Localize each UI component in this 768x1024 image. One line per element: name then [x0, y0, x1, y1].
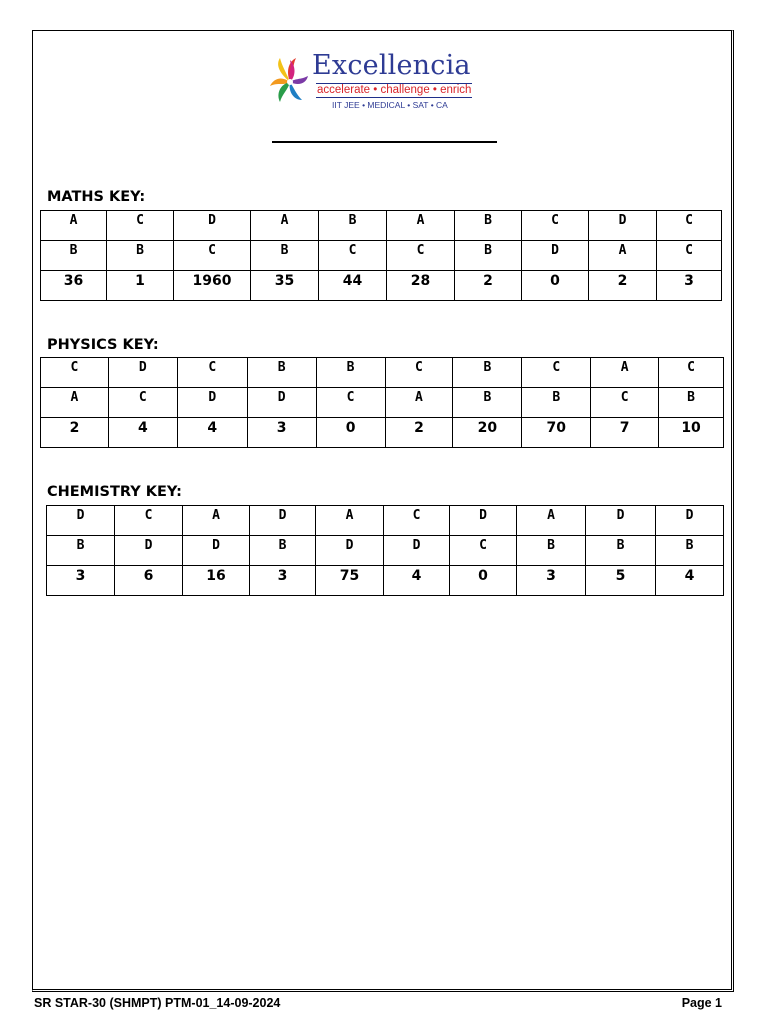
answer-cell: A: [589, 241, 657, 271]
answer-cell: 70: [522, 418, 591, 448]
answer-cell: B: [656, 536, 724, 566]
answer-cell: A: [591, 358, 659, 388]
answer-cell: A: [183, 506, 250, 536]
answer-cell: 2: [455, 271, 522, 301]
answer-cell: 2: [589, 271, 657, 301]
answer-cell: D: [183, 536, 250, 566]
answer-cell: C: [522, 211, 589, 241]
answer-cell: 3: [47, 566, 115, 596]
answer-cell: D: [177, 388, 247, 418]
key-row: [41, 388, 724, 418]
answer-cell: 44: [319, 271, 387, 301]
brand-tagline: accelerate • challenge • enrich: [317, 84, 472, 96]
answer-cell: C: [384, 506, 450, 536]
answer-cell: C: [591, 388, 659, 418]
answer-cell: 0: [522, 271, 589, 301]
answer-cell: C: [387, 241, 455, 271]
answer-cell: D: [47, 506, 115, 536]
key-row: [47, 506, 724, 536]
answer-cell: C: [41, 358, 109, 388]
answer-cell: 2: [41, 418, 109, 448]
answer-cell: 3: [657, 271, 722, 301]
chemistry-key-table: [46, 505, 724, 596]
answer-cell: C: [108, 388, 177, 418]
answer-cell: B: [522, 388, 591, 418]
answer-cell: A: [41, 388, 109, 418]
answer-cell: C: [174, 241, 251, 271]
answer-cell: D: [589, 211, 657, 241]
answer-cell: B: [659, 388, 724, 418]
answer-cell: C: [319, 241, 387, 271]
key-row: [47, 536, 724, 566]
key-row: [41, 358, 724, 388]
answer-cell: 20: [453, 418, 522, 448]
answer-cell: D: [656, 506, 724, 536]
title-rule: [272, 141, 497, 143]
answer-cell: C: [107, 211, 174, 241]
answer-cell: 16: [183, 566, 250, 596]
answer-cell: C: [659, 358, 724, 388]
key-row: [41, 418, 724, 448]
answer-cell: B: [455, 211, 522, 241]
excellencia-logo: [266, 50, 506, 116]
answer-cell: D: [250, 506, 316, 536]
answer-cell: B: [319, 211, 387, 241]
answer-cell: A: [517, 506, 586, 536]
answer-cell: C: [115, 506, 183, 536]
answer-cell: 4: [384, 566, 450, 596]
answer-cell: 3: [517, 566, 586, 596]
key-row: [47, 566, 724, 596]
answer-cell: A: [41, 211, 107, 241]
swirl-logo-icon: [266, 54, 310, 106]
answer-cell: D: [450, 506, 517, 536]
answer-cell: D: [586, 506, 656, 536]
answer-cell: 35: [251, 271, 319, 301]
key-row: [41, 241, 722, 271]
answer-cell: 3: [247, 418, 316, 448]
answer-cell: 3: [250, 566, 316, 596]
answer-cell: B: [455, 241, 522, 271]
answer-cell: B: [453, 388, 522, 418]
answer-cell: B: [107, 241, 174, 271]
physics-key-table: [40, 357, 724, 448]
answer-cell: A: [387, 211, 455, 241]
answer-cell: 0: [450, 566, 517, 596]
answer-cell: 7: [591, 418, 659, 448]
answer-cell: B: [251, 241, 319, 271]
answer-cell: 0: [316, 418, 385, 448]
brand-name: Excellencia: [312, 50, 471, 81]
answer-cell: B: [247, 358, 316, 388]
key-row: [41, 271, 722, 301]
answer-cell: B: [453, 358, 522, 388]
answer-cell: 10: [659, 418, 724, 448]
answer-cell: 4: [108, 418, 177, 448]
answer-cell: B: [47, 536, 115, 566]
answer-cell: D: [247, 388, 316, 418]
answer-cell: D: [522, 241, 589, 271]
answer-cell: C: [316, 388, 385, 418]
answer-cell: 28: [387, 271, 455, 301]
answer-cell: C: [385, 358, 453, 388]
answer-cell: 36: [41, 271, 107, 301]
answer-cell: D: [115, 536, 183, 566]
answer-cell: D: [174, 211, 251, 241]
answer-cell: A: [385, 388, 453, 418]
chemistry-key-title: CHEMISTRY KEY:: [47, 484, 182, 500]
answer-cell: C: [657, 241, 722, 271]
answer-cell: 1960: [174, 271, 251, 301]
physics-key-title: PHYSICS KEY:: [47, 337, 159, 353]
answer-cell: 4: [177, 418, 247, 448]
answer-cell: C: [657, 211, 722, 241]
answer-cell: 2: [385, 418, 453, 448]
answer-cell: B: [250, 536, 316, 566]
answer-cell: C: [177, 358, 247, 388]
answer-cell: B: [316, 358, 385, 388]
answer-cell: B: [586, 536, 656, 566]
answer-cell: C: [450, 536, 517, 566]
maths-key-table: [40, 210, 722, 301]
footer-document-id: SR STAR-30 (SHMPT) PTM-01_14-09-2024: [34, 996, 281, 1010]
answer-cell: B: [517, 536, 586, 566]
answer-cell: A: [251, 211, 319, 241]
answer-cell: 6: [115, 566, 183, 596]
answer-cell: 4: [656, 566, 724, 596]
answer-cell: 1: [107, 271, 174, 301]
answer-cell: C: [522, 358, 591, 388]
maths-key-title: MATHS KEY:: [47, 189, 146, 205]
footer-page-number: Page 1: [681, 996, 722, 1010]
key-row: [41, 211, 722, 241]
answer-cell: A: [316, 506, 384, 536]
answer-cell: D: [108, 358, 177, 388]
answer-cell: 75: [316, 566, 384, 596]
answer-cell: 5: [586, 566, 656, 596]
answer-cell: D: [384, 536, 450, 566]
brand-courses: IIT JEE • MEDICAL • SAT • CA: [332, 100, 448, 110]
answer-cell: D: [316, 536, 384, 566]
answer-cell: B: [41, 241, 107, 271]
